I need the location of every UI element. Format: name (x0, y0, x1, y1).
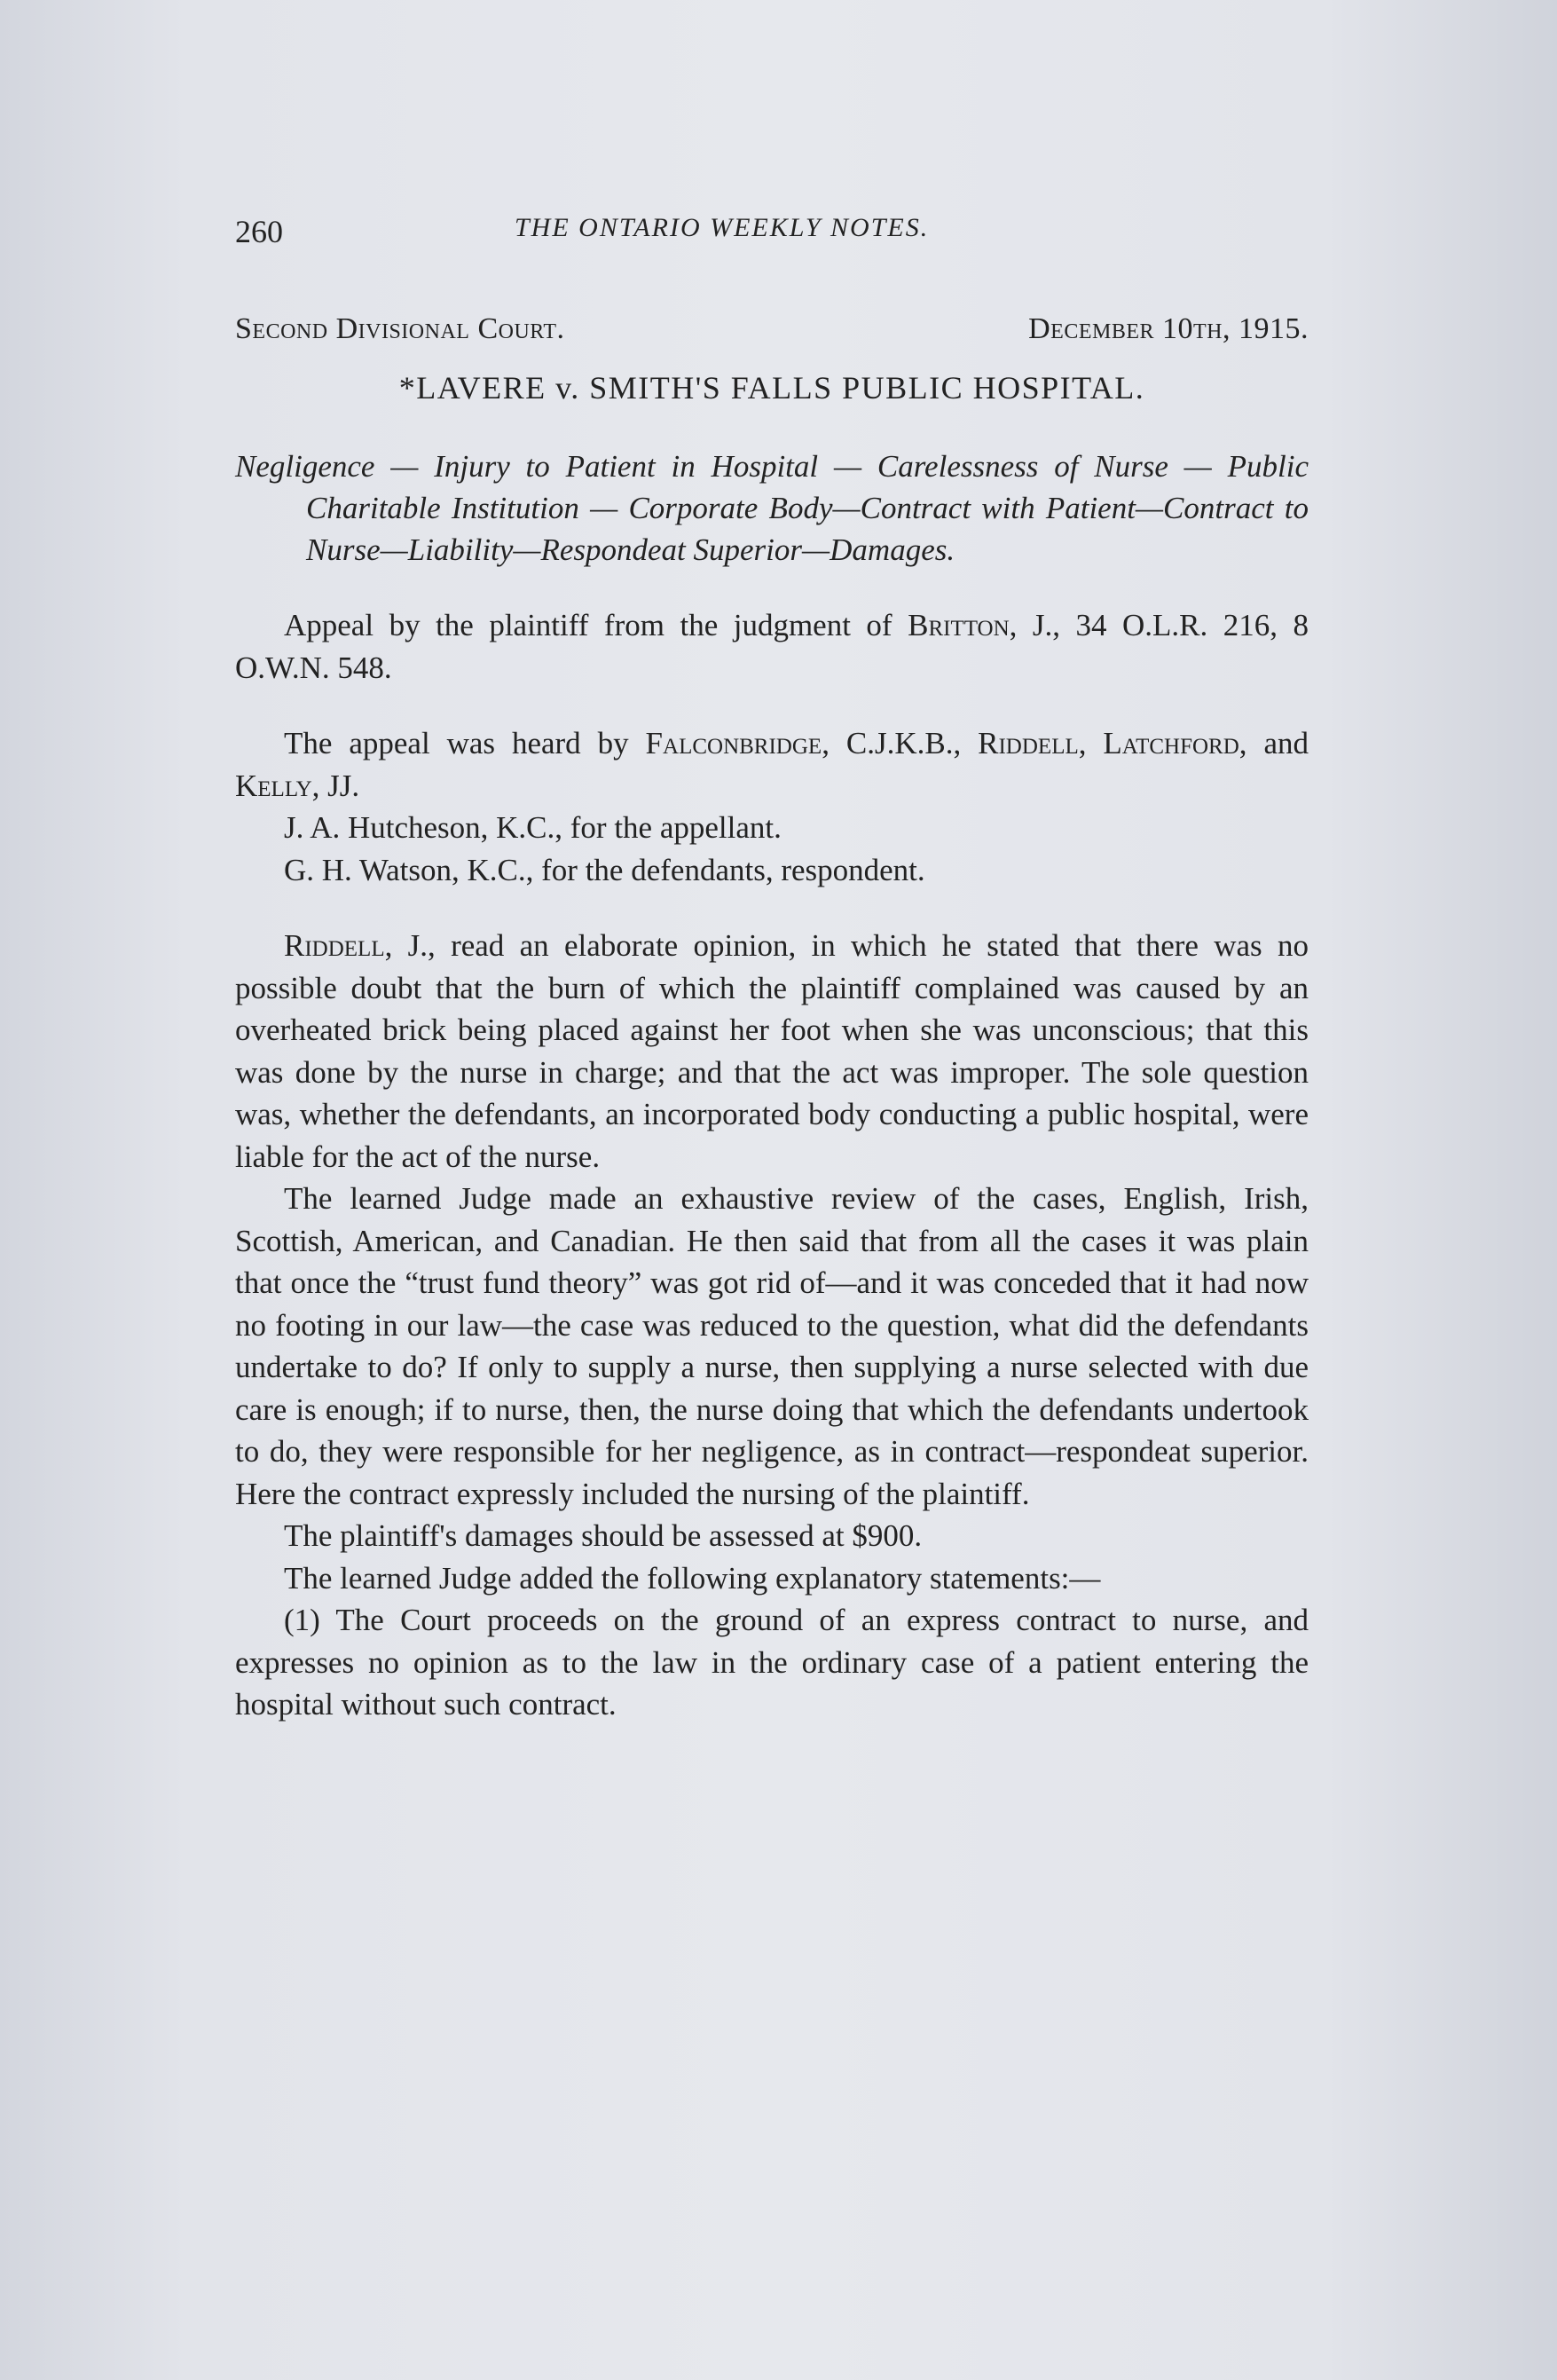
counsel-respondent: G. H. Watson, K.C., for the defendants, respondent. (284, 852, 925, 887)
opinion-paragraph: The learned Judge added the following explanatory statements:— (284, 1560, 1101, 1596)
counsel-appellant: J. A. Hutcheson, K.C., for the appellant. (284, 810, 782, 845)
judge-name: Kelly (235, 768, 312, 803)
case-title: *LAVERE v. SMITH'S FALLS PUBLIC HOSPITAL. (398, 370, 1145, 406)
statement-paragraph: (1) The Court proceeds on the ground of an express contract to nurse, and expresses no opinion as to the law in the ordinary case of a patient entering the hospital without such contract. (235, 1603, 1309, 1722)
judge-name: Falconbridge (645, 726, 822, 760)
court-date-line (235, 312, 1309, 346)
opinion-paragraph: Riddell, J., read an elaborate opinion, in which he stated that there was no possible doubt that the burn of which the plaintiff complained was caused by an overheated brick being placed against her foot when she was unconscious; that this was done by the nurse in charge; and that the act was improper. The sole question was, whether the defendants, an incorporated body conducting a public hospital, were liable for the act of the nurse. (235, 928, 1309, 1174)
court-name: Second Divisional Court. (235, 312, 565, 345)
appeal-paragraph: Appeal by the plaintiff from the judgment of Britton, J., 34 O.L.R. 216, 8 O.W.N. 548. (235, 608, 1309, 685)
judge-name: Riddell (284, 928, 385, 963)
judge-name: Latchford (1103, 726, 1239, 760)
judge-name: Britton (908, 608, 1010, 642)
headnote: Negligence — Injury to Patient in Hospital — Carelessness of Nurse — Public Charitable Institution — Corporate Body—Contract with Patient—Contract to Nurse—Liability—Respondeat Superior—Damages. (235, 449, 1309, 567)
decision-date: December 10th, 1915. (1028, 312, 1309, 345)
page-number: 260 (235, 214, 283, 249)
page-content (235, 204, 1309, 1726)
journal-title: THE ONTARIO WEEKLY NOTES. (515, 213, 930, 242)
judge-name: Riddell (978, 726, 1079, 760)
running-head (235, 204, 1309, 257)
opinion-paragraph: The learned Judge made an exhaustive review of the cases, English, Irish, Scottish, American, and Canadian. He then said that from all the cases it was plain that once the “trust fund theory” was got rid of—and it was conceded that it had now no footing in our law—the case was reduced to the question, what did the defendants undertake to do? If only to supply a nurse, then supplying a nurse selected with due care is enough; if to nurse, then, the nurse doing that which the defendants undertook to do, they were responsible for her negligence, as in contract—respondeat superior. Here the contract expressly included the nursing of the plaintiff. (235, 1181, 1309, 1511)
hearing-paragraph: The appeal was heard by Falconbridge, C.J.K.B., Riddell, Latchford, and Kelly, JJ. (235, 726, 1309, 803)
damages-paragraph: The plaintiff's damages should be assessed at $900. (284, 1518, 923, 1553)
